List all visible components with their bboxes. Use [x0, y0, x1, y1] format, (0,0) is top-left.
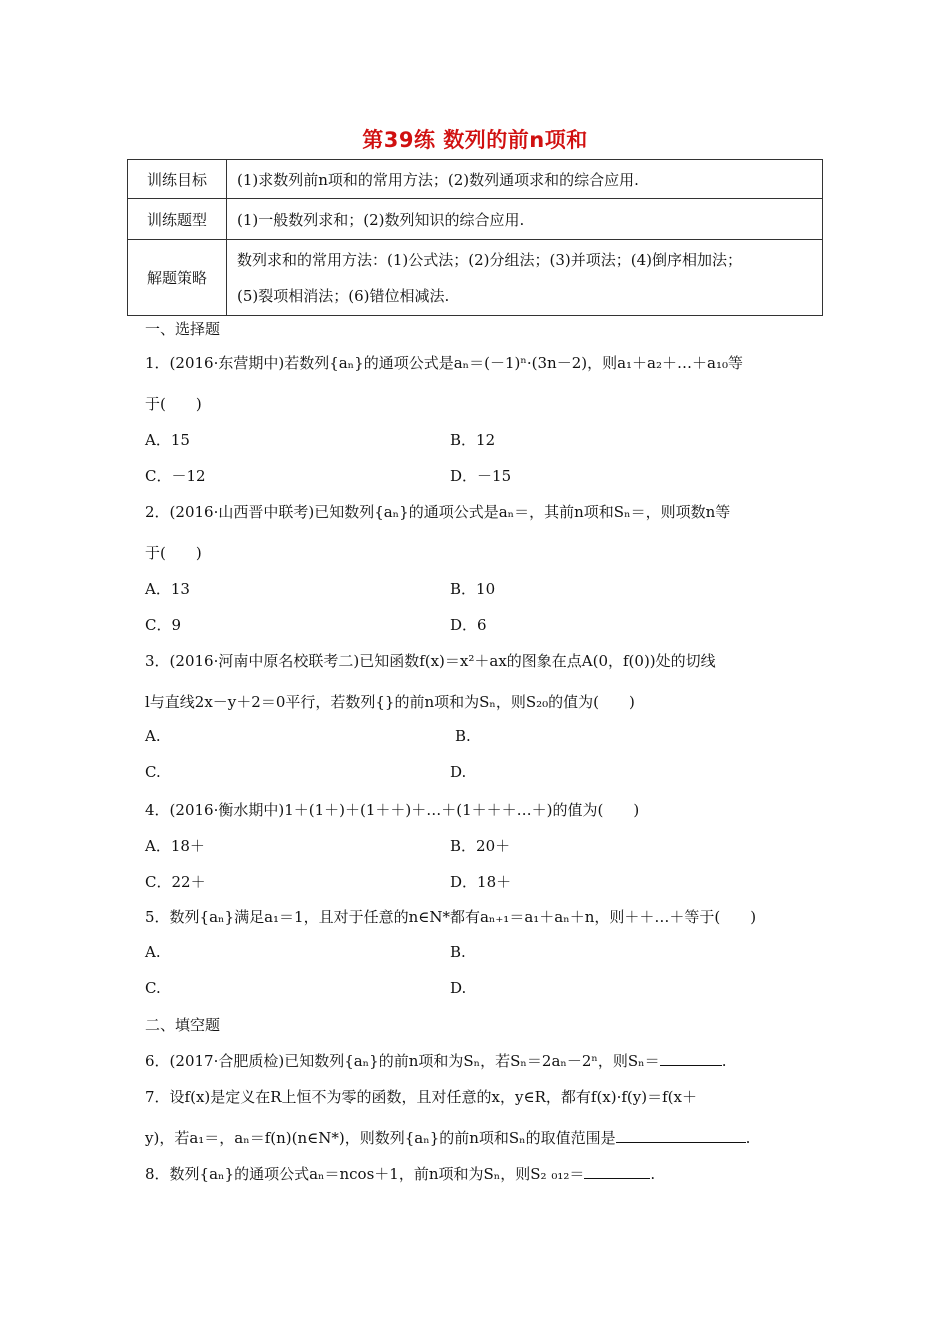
question-line: 于( ) — [145, 544, 202, 562]
question-line: 7．设f(x)是定义在R上恒不为零的函数，且对任意的x，y∈R，都有f(x)·f(y)＝f(x＋ — [145, 1088, 697, 1106]
section-heading: 一、选择题 — [145, 320, 221, 338]
question-tail: . — [650, 1165, 656, 1183]
option-d: D. — [450, 763, 467, 781]
question-line: 2．(2016·山西晋中联考)已知数列{aₙ}的通项公式是aₙ＝，其前n项和Sₙ＝，则项数n等 — [145, 503, 731, 521]
option-d: D．6 — [450, 616, 487, 634]
page-title: 第39练 数列的前n项和 — [362, 128, 588, 152]
row-content: (1)一般数列求和；(2)数列知识的综合应用. — [227, 199, 823, 240]
question-line — [145, 1163, 655, 1184]
row-label: 解题策略 — [128, 240, 227, 316]
info-table — [127, 159, 823, 316]
content-line: (5)裂项相消法；(6)错位相减法. — [237, 286, 450, 305]
question-tail: . — [745, 1129, 751, 1147]
row-label: 训练目标 — [128, 160, 227, 199]
content-line: 数列求和的常用方法：(1)公式法；(2)分组法；(3)并项法；(4)倒序相加法； — [237, 250, 742, 269]
option-c: C．－12 — [145, 467, 206, 485]
option-c: C．22＋ — [145, 873, 206, 891]
option-b: B．12 — [450, 431, 496, 449]
option-a: A. — [145, 727, 161, 745]
question-line: l与直线2x－y＋2＝0平行，若数列{}的前n项和为Sₙ，则S₂₀的值为( ) — [145, 693, 635, 711]
option-b: B．10 — [450, 580, 496, 598]
table-row — [128, 240, 823, 316]
question-text: 8．数列{aₙ}的通项公式aₙ＝ncos＋1，前n项和为Sₙ，则S₂ ₀₁₂＝ — [145, 1165, 585, 1183]
option-d: D. — [450, 979, 467, 997]
question-line: 于( ) — [145, 395, 202, 413]
option-a: A. — [145, 943, 161, 961]
option-a: A．15 — [145, 431, 190, 449]
row-content: (1)求数列前n项和的常用方法；(2)数列通项求和的综合应用. — [227, 160, 823, 199]
section-heading: 二、填空题 — [145, 1016, 221, 1034]
option-a: A．18＋ — [145, 837, 205, 855]
row-label: 训练题型 — [128, 199, 227, 240]
question-text: y)，若a₁＝，aₙ＝f(n)(n∈N*)，则数列{aₙ}的前n项和Sₙ的取值范围是 — [145, 1129, 616, 1147]
question-line: 5．数列{aₙ}满足a₁＝1，且对于任意的n∈N*都有aₙ₊₁＝a₁＋aₙ＋n，则＋＋…＋等于( ) — [145, 908, 757, 926]
question-line: 3．(2016·河南中原名校联考二)已知函数f(x)＝x²＋ax的图象在点A(0，f(0))处的切线 — [145, 652, 716, 670]
question-line — [145, 1050, 726, 1071]
question-line — [145, 1127, 750, 1148]
option-d: D．18＋ — [450, 873, 512, 891]
row-content — [227, 240, 823, 316]
option-c: C．9 — [145, 616, 182, 634]
question-line: 4．(2016·衡水期中)1＋(1＋)＋(1＋＋)＋…＋(1＋＋＋…＋)的值为( ) — [145, 801, 640, 819]
option-b: B．20＋ — [450, 837, 511, 855]
question-text: 6．(2017·合肥质检)已知数列{aₙ}的前n项和为Sₙ，若Sₙ＝2aₙ－2ⁿ，则Sₙ＝ — [145, 1052, 660, 1070]
option-a: A．13 — [145, 580, 190, 598]
option-b: B. — [455, 727, 471, 745]
question-tail: . — [721, 1052, 727, 1070]
option-d: D．－15 — [450, 467, 512, 485]
option-c: C. — [145, 979, 161, 997]
answer-blank[interactable] — [616, 1128, 746, 1143]
answer-blank[interactable] — [584, 1164, 650, 1179]
table-row — [128, 199, 823, 240]
question-line: 1．(2016·东营期中)若数列{aₙ}的通项公式是aₙ＝(－1)ⁿ·(3n－2)，则a₁＋a₂＋…＋a₁₀等 — [145, 354, 743, 372]
option-c: C. — [145, 763, 161, 781]
table-row — [128, 160, 823, 199]
answer-blank[interactable] — [660, 1051, 722, 1066]
option-b: B. — [450, 943, 466, 961]
